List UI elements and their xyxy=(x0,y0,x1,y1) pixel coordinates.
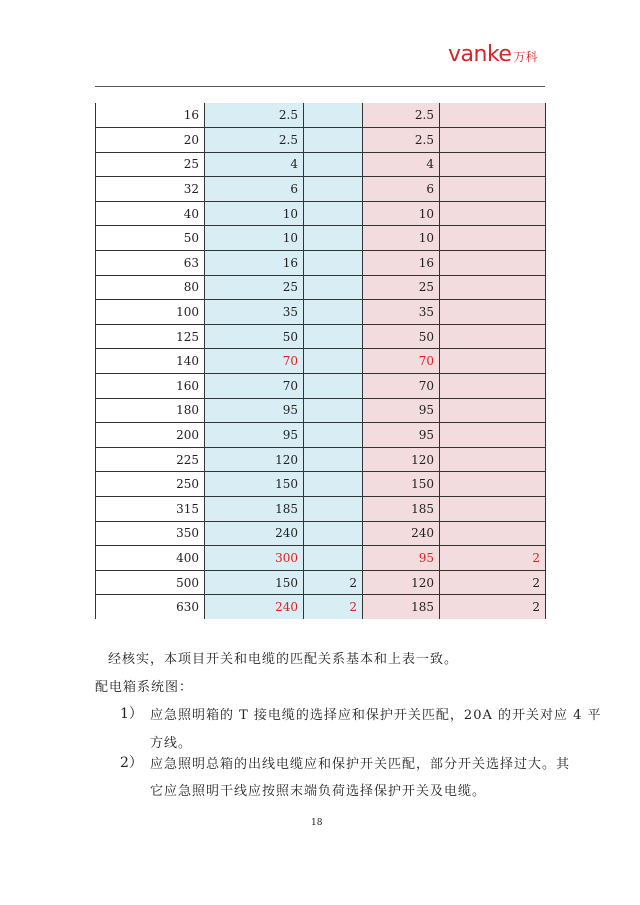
table-row xyxy=(96,570,546,595)
table-cell xyxy=(304,103,363,128)
table-cell: 10 xyxy=(205,226,304,251)
table-cell: 185 xyxy=(363,497,440,522)
table-cell: 2.5 xyxy=(205,103,304,128)
table-cell: 350 xyxy=(96,521,205,546)
table-cell xyxy=(304,423,363,448)
table-row xyxy=(96,275,546,300)
table-cell: 300 xyxy=(205,546,304,571)
table-row xyxy=(96,423,546,448)
table-cell: 240 xyxy=(363,521,440,546)
table-row xyxy=(96,177,546,202)
table-row xyxy=(96,447,546,472)
table-cell xyxy=(440,423,546,448)
table-cell: 95 xyxy=(205,423,304,448)
table-cell xyxy=(304,201,363,226)
table-row xyxy=(96,497,546,522)
table-cell: 225 xyxy=(96,447,205,472)
table-row xyxy=(96,251,546,276)
table-cell: 70 xyxy=(205,349,304,374)
table-cell: 180 xyxy=(96,398,205,423)
table-cell: 125 xyxy=(96,324,205,349)
table-cell: 95 xyxy=(363,546,440,571)
table-row xyxy=(96,472,546,497)
table-cell xyxy=(304,472,363,497)
table-cell: 630 xyxy=(96,595,205,620)
table-row xyxy=(96,349,546,374)
table-cell: 16 xyxy=(96,103,205,128)
table-cell xyxy=(440,447,546,472)
table-cell: 185 xyxy=(205,497,304,522)
table-cell xyxy=(440,201,546,226)
table-row xyxy=(96,103,546,128)
table-cell: 200 xyxy=(96,423,205,448)
table-cell: 140 xyxy=(96,349,205,374)
table-row xyxy=(96,152,546,177)
table-cell: 35 xyxy=(363,300,440,325)
table-cell: 50 xyxy=(96,226,205,251)
item-2-line-2: 它应急照明干线应按照末端负荷选择保护开关及电缆。 xyxy=(150,784,487,799)
table-cell: 2.5 xyxy=(205,128,304,153)
table-cell xyxy=(304,275,363,300)
paragraph-diagram-title: 配电箱系统图： xyxy=(95,680,194,695)
table-cell xyxy=(304,398,363,423)
table-cell: 16 xyxy=(205,251,304,276)
table-cell xyxy=(304,349,363,374)
logo-brand: vanke xyxy=(448,42,512,67)
table-cell: 2.5 xyxy=(363,128,440,153)
table-cell xyxy=(304,546,363,571)
table-cell xyxy=(440,103,546,128)
table-row xyxy=(96,128,546,153)
table-cell xyxy=(304,128,363,153)
table-cell: 95 xyxy=(205,398,304,423)
table-row xyxy=(96,398,546,423)
table-cell: 10 xyxy=(363,201,440,226)
table-cell: 150 xyxy=(205,472,304,497)
table-cell: 400 xyxy=(96,546,205,571)
item-2-number: 2） xyxy=(120,755,143,771)
item-2-line-1: 应急照明总箱的出线电缆应和保护开关匹配，部分开关选择过大。其 xyxy=(150,757,571,772)
table-cell: 2 xyxy=(440,546,546,571)
table-cell xyxy=(304,447,363,472)
table-cell xyxy=(440,177,546,202)
page-number: 18 xyxy=(311,818,323,828)
table-cell: 2 xyxy=(304,570,363,595)
table-cell xyxy=(304,152,363,177)
table-cell xyxy=(440,300,546,325)
table-cell: 240 xyxy=(205,595,304,620)
table-cell: 25 xyxy=(96,152,205,177)
table-cell xyxy=(304,374,363,399)
table-cell: 2 xyxy=(440,595,546,620)
table-cell xyxy=(304,300,363,325)
table-cell: 10 xyxy=(205,201,304,226)
table-cell xyxy=(304,324,363,349)
table-cell: 6 xyxy=(205,177,304,202)
table-cell xyxy=(440,226,546,251)
table-cell xyxy=(440,152,546,177)
table-cell: 6 xyxy=(363,177,440,202)
table-cell: 10 xyxy=(363,226,440,251)
table-cell: 32 xyxy=(96,177,205,202)
table-cell xyxy=(440,398,546,423)
table-cell: 70 xyxy=(363,374,440,399)
table-cell: 120 xyxy=(205,447,304,472)
table-cell: 4 xyxy=(363,152,440,177)
table-cell: 35 xyxy=(205,300,304,325)
logo-brand-cn: 万科 xyxy=(513,50,538,64)
table-cell: 4 xyxy=(205,152,304,177)
table-cell: 500 xyxy=(96,570,205,595)
table-cell: 16 xyxy=(363,251,440,276)
table-cell: 2.5 xyxy=(363,103,440,128)
table-cell: 25 xyxy=(205,275,304,300)
item-1-line-2: 方线。 xyxy=(150,736,193,751)
table-cell: 120 xyxy=(363,447,440,472)
table-cell: 50 xyxy=(205,324,304,349)
table-cell xyxy=(440,349,546,374)
table-cell xyxy=(304,521,363,546)
table-cell: 185 xyxy=(363,595,440,620)
table-row xyxy=(96,546,546,571)
table-cell: 70 xyxy=(363,349,440,374)
table-cell xyxy=(304,497,363,522)
table-cell: 63 xyxy=(96,251,205,276)
table-cell xyxy=(440,472,546,497)
table-cell xyxy=(440,521,546,546)
table-cell: 95 xyxy=(363,423,440,448)
vanke-logo xyxy=(448,42,537,67)
table-row xyxy=(96,324,546,349)
table-cell: 150 xyxy=(205,570,304,595)
table-cell xyxy=(440,128,546,153)
table-cell: 2 xyxy=(304,595,363,620)
table-cell: 70 xyxy=(205,374,304,399)
table-cell: 50 xyxy=(363,324,440,349)
table-row xyxy=(96,201,546,226)
table-row xyxy=(96,521,546,546)
table-row xyxy=(96,374,546,399)
table-cell: 315 xyxy=(96,497,205,522)
table-row xyxy=(96,595,546,620)
table-row xyxy=(96,300,546,325)
table-cell xyxy=(304,177,363,202)
table-cell: 150 xyxy=(363,472,440,497)
item-1-line-1: 应急照明箱的 T 接电缆的选择应和保护开关匹配，20A 的开关对应 4 平 xyxy=(150,708,602,723)
table-row xyxy=(96,226,546,251)
table-cell: 80 xyxy=(96,275,205,300)
table-cell: 95 xyxy=(363,398,440,423)
table-cell xyxy=(304,226,363,251)
table-cell xyxy=(440,251,546,276)
table-cell: 25 xyxy=(363,275,440,300)
table-cell: 160 xyxy=(96,374,205,399)
table-cell xyxy=(440,497,546,522)
table-cell xyxy=(440,324,546,349)
table-cell: 100 xyxy=(96,300,205,325)
switch-cable-table xyxy=(95,103,546,619)
table-cell: 20 xyxy=(96,128,205,153)
table-cell xyxy=(304,251,363,276)
table-cell: 40 xyxy=(96,201,205,226)
table-cell: 250 xyxy=(96,472,205,497)
table-cell: 240 xyxy=(205,521,304,546)
paragraph-verified: 经核实，本项目开关和电缆的匹配关系基本和上表一致。 xyxy=(108,652,459,667)
table-cell: 2 xyxy=(440,570,546,595)
header-divider xyxy=(95,86,545,87)
table-cell xyxy=(440,275,546,300)
table-cell: 120 xyxy=(363,570,440,595)
table-cell xyxy=(440,374,546,399)
item-1-number: 1） xyxy=(120,706,143,722)
